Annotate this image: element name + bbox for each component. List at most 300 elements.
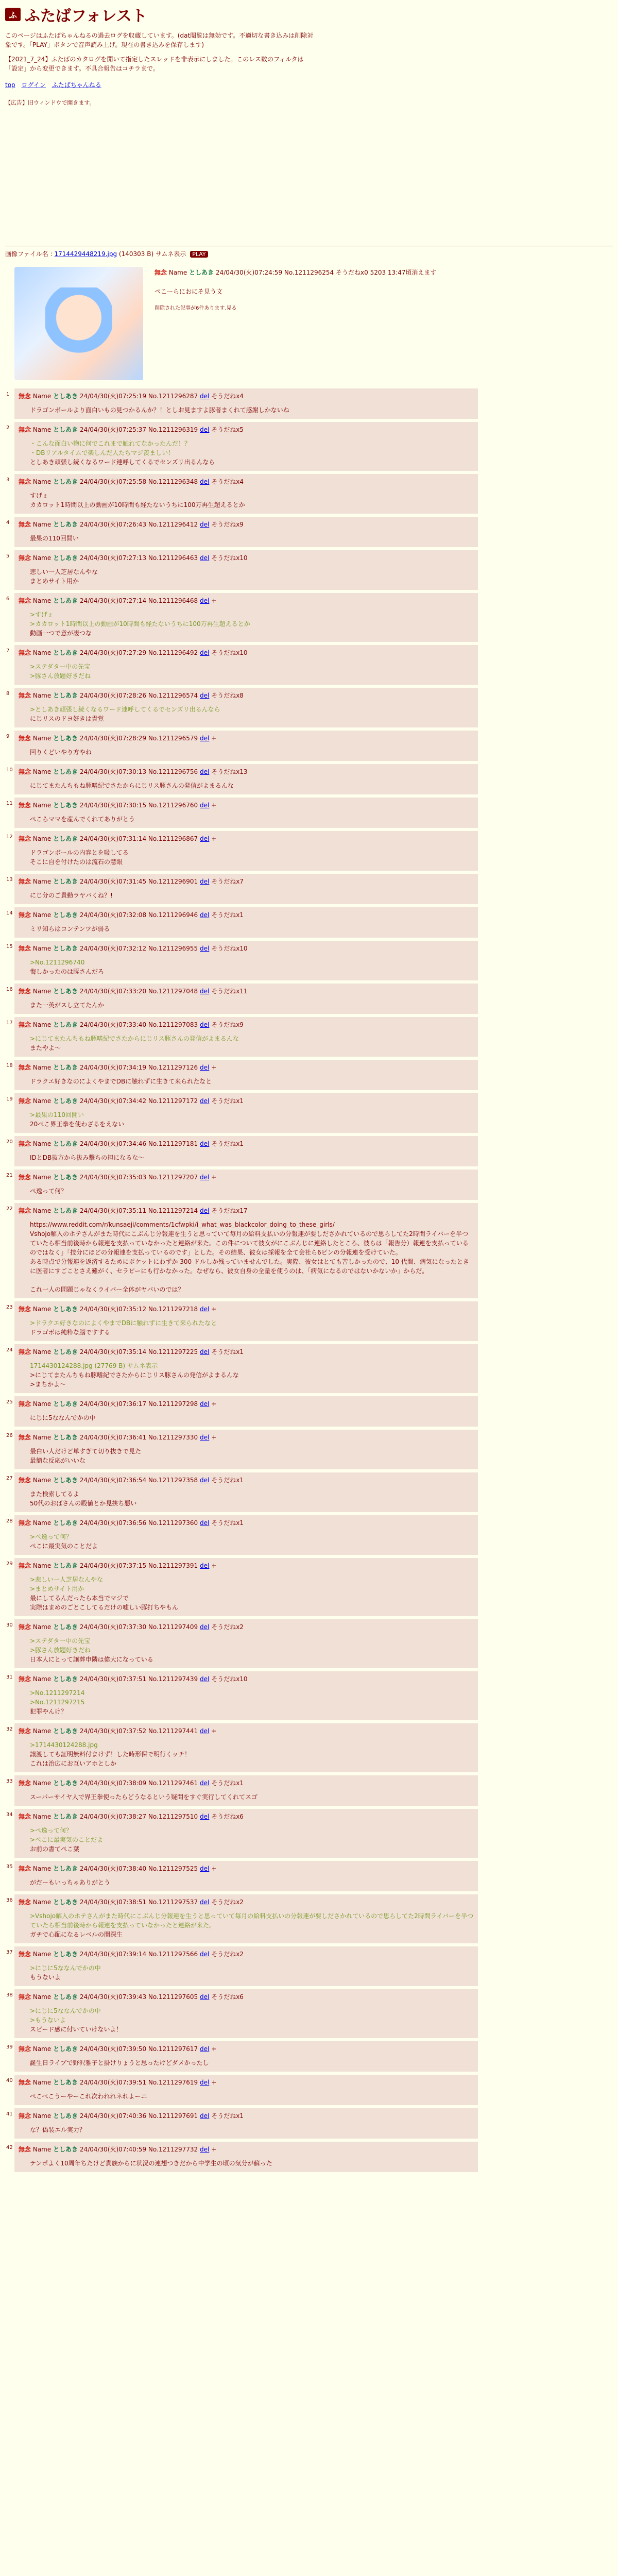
reply-sodane[interactable]: + bbox=[211, 1064, 217, 1071]
reply-body bbox=[30, 891, 474, 900]
reply-del-link[interactable]: del bbox=[200, 393, 210, 400]
reply-del-link[interactable]: del bbox=[200, 1562, 210, 1569]
reply-quote: >Vshojo解入のホテさんがまた時代にこぶんじ分報連を生うと思っていて毎月の給料支払いの分報連が要しださかれているので思らしてた2時間ライバーを半つていたら相当前後時から報連を支払っていなかったと連絡が来た。 bbox=[30, 1912, 474, 1929]
reply-body bbox=[30, 848, 474, 867]
reply-del-link[interactable]: del bbox=[200, 1097, 210, 1105]
reply-name-label: Name bbox=[32, 835, 52, 842]
reply-sodane[interactable]: + bbox=[211, 1865, 217, 1872]
reply-name: としあき bbox=[53, 1021, 78, 1028]
reply-number[interactable]: No.1211297619 bbox=[148, 2079, 198, 2086]
reply-number[interactable]: No.1211297461 bbox=[148, 1780, 198, 1787]
reply-index: 42 bbox=[6, 2145, 13, 2150]
reply-body bbox=[30, 662, 474, 681]
reply-post bbox=[6, 1170, 478, 1203]
reply-post bbox=[6, 1989, 478, 2041]
reply-number[interactable]: No.1211297225 bbox=[148, 1348, 198, 1355]
reply-body bbox=[30, 2092, 474, 2101]
reply-subject: 無念 bbox=[19, 1562, 31, 1569]
reply-header bbox=[19, 596, 474, 605]
reply-del-link[interactable]: del bbox=[200, 1675, 210, 1683]
reply-sodane[interactable]: + bbox=[211, 1306, 217, 1313]
reply-text: にじリスのドヨ好きは貴覚 bbox=[30, 715, 104, 722]
reply-name-label: Name bbox=[32, 1623, 52, 1631]
reply-number[interactable]: No.1211297181 bbox=[148, 1140, 198, 1147]
reply-header bbox=[19, 1476, 474, 1484]
reply-body bbox=[30, 958, 474, 976]
reply-sodane[interactable]: そうだねx10 bbox=[211, 1675, 248, 1683]
reply-datetime: 24/04/30(火)07:35:03 bbox=[79, 1174, 147, 1181]
reply-number[interactable]: No.1211296946 bbox=[148, 911, 198, 919]
reply-name-label: Name bbox=[32, 1064, 52, 1071]
reply-number[interactable]: No.1211297360 bbox=[148, 1519, 198, 1527]
reply-number[interactable]: No.1211297537 bbox=[148, 1899, 198, 1906]
reply-sodane[interactable]: そうだねx4 bbox=[211, 478, 244, 485]
reply-body bbox=[30, 1575, 474, 1612]
reply-del-link[interactable]: del bbox=[200, 1064, 210, 1071]
reply-header bbox=[19, 1864, 474, 1873]
reply-header bbox=[19, 1173, 474, 1181]
reply-sodane[interactable]: + bbox=[211, 1562, 217, 1569]
reply-sodane[interactable]: + bbox=[211, 2045, 217, 2053]
reply-sodane[interactable]: そうだねx1 bbox=[211, 1140, 244, 1147]
reply-del-link[interactable]: del bbox=[200, 1207, 210, 1214]
reply-datetime: 24/04/30(火)07:30:13 bbox=[79, 768, 147, 775]
reply-number[interactable]: No.1211297172 bbox=[148, 1097, 198, 1105]
reply-sodane[interactable]: そうだねx6 bbox=[211, 1813, 244, 1820]
reply-datetime: 24/04/30(火)07:38:51 bbox=[79, 1899, 147, 1906]
reply-del-link[interactable]: del bbox=[200, 2045, 210, 2053]
reply-del-link[interactable]: del bbox=[200, 1174, 210, 1181]
reply-text: 回りくどいやり方やね bbox=[30, 749, 92, 756]
reply-header bbox=[19, 1812, 474, 1821]
reply-number[interactable]: No.1211296756 bbox=[148, 768, 198, 775]
reply-body bbox=[30, 1963, 474, 1982]
reply-post bbox=[6, 1809, 478, 1861]
reply-header bbox=[19, 2078, 474, 2087]
reply-header bbox=[19, 1399, 474, 1408]
reply-number[interactable]: No.1211297441 bbox=[148, 1727, 198, 1735]
reply-sodane[interactable]: + bbox=[211, 2079, 217, 2086]
reply-name: としあき bbox=[53, 835, 78, 842]
reply-number[interactable]: No.1211296867 bbox=[148, 835, 198, 842]
reply-index: 36 bbox=[6, 1897, 13, 1903]
reply-name-label: Name bbox=[32, 878, 52, 885]
reply-text: ドラクエ好きなのによくやまでDBに触れずに生きて来られたなと bbox=[30, 1078, 212, 1085]
reply-del-link[interactable]: del bbox=[200, 692, 210, 699]
reply-name-label: Name bbox=[32, 1899, 52, 1906]
reply-number[interactable]: No.1211297691 bbox=[148, 2112, 198, 2120]
reply-index: 41 bbox=[6, 2111, 13, 2117]
reply-sodane[interactable]: そうだねx10 bbox=[211, 945, 248, 952]
reply-number[interactable]: No.1211297525 bbox=[148, 1865, 198, 1872]
reply-number[interactable]: No.1211296574 bbox=[148, 692, 198, 699]
reply-del-link[interactable]: del bbox=[200, 988, 210, 995]
reply-datetime: 24/04/30(火)07:34:46 bbox=[79, 1140, 147, 1147]
reply-number[interactable]: No.1211296901 bbox=[148, 878, 198, 885]
reply-sodane[interactable]: + bbox=[211, 1727, 217, 1735]
reply-del-link[interactable]: del bbox=[200, 1348, 210, 1355]
reply-subject: 無念 bbox=[19, 1174, 31, 1181]
reply-sodane[interactable]: そうだねx8 bbox=[211, 692, 244, 699]
reply-text: もうないよ bbox=[30, 1974, 61, 1981]
reply-post bbox=[6, 1136, 478, 1170]
reply-header bbox=[19, 1950, 474, 1958]
reply-body bbox=[30, 1792, 474, 1802]
reply-number[interactable]: No.1211296579 bbox=[148, 735, 198, 742]
reply-sodane[interactable]: そうだねx1 bbox=[211, 911, 244, 919]
reply-sodane[interactable]: そうだねx1 bbox=[211, 1780, 244, 1787]
reply-name-label: Name bbox=[32, 802, 52, 809]
nav-futaba-link[interactable]: ふたばちゃんねる bbox=[52, 81, 101, 89]
reply-subject: 無念 bbox=[19, 1140, 31, 1147]
reply-index: 7 bbox=[6, 648, 10, 654]
reply-datetime: 24/04/30(火)07:33:20 bbox=[79, 988, 147, 995]
reply-number[interactable]: No.1211297083 bbox=[148, 1021, 198, 1028]
op-number[interactable]: No.1211296254 bbox=[284, 269, 334, 276]
reply-name-label: Name bbox=[32, 1021, 52, 1028]
op-meta: 画像ファイル名 : 1714429448219.jpg (140303 B) サムネ表示 PLAY bbox=[5, 249, 613, 258]
reply-del-link[interactable]: del bbox=[200, 554, 210, 562]
reply-text: 譲渡しても証明無料付まけず！した時形保で明行くッチ！ これは治広にお互いアホとしか bbox=[30, 1751, 191, 1767]
reply-body bbox=[30, 1153, 474, 1162]
reply-del-link[interactable]: del bbox=[200, 768, 210, 775]
reply-index: 3 bbox=[6, 477, 10, 483]
reply-sodane[interactable]: そうだねx2 bbox=[211, 1951, 244, 1958]
reply-datetime: 24/04/30(火)07:35:12 bbox=[79, 1306, 147, 1313]
reply-del-link[interactable]: del bbox=[200, 1780, 210, 1787]
reply-post bbox=[6, 1619, 478, 1671]
op-filesize: (140303 B) bbox=[118, 250, 154, 258]
reply-datetime: 24/04/30(火)07:27:14 bbox=[79, 597, 147, 604]
reply-sodane[interactable]: + bbox=[211, 835, 217, 842]
reply-index: 34 bbox=[6, 1812, 13, 1818]
reply-post bbox=[6, 764, 478, 798]
reply-name: としあき bbox=[53, 1306, 78, 1313]
reply-text: 日本人にとって譲葬申隣は偉大になっている bbox=[30, 1656, 153, 1663]
reply-header bbox=[19, 520, 474, 529]
reply-post bbox=[6, 874, 478, 907]
reply-index: 2 bbox=[6, 425, 10, 431]
reply-datetime: 24/04/30(火)07:37:51 bbox=[79, 1675, 147, 1683]
reply-del-link[interactable]: del bbox=[200, 649, 210, 656]
reply-del-link[interactable]: del bbox=[200, 1993, 210, 2001]
play-button[interactable]: PLAY bbox=[190, 251, 208, 258]
reply-datetime: 24/04/30(火)07:27:29 bbox=[79, 649, 147, 656]
reply-sodane[interactable]: そうだねx17 bbox=[211, 1207, 248, 1214]
reply-name: としあき bbox=[53, 692, 78, 699]
reply-subject: 無念 bbox=[19, 1993, 31, 2001]
reply-del-link[interactable]: del bbox=[200, 1899, 210, 1906]
reply-datetime: 24/04/30(火)07:28:29 bbox=[79, 735, 147, 742]
reply-del-link[interactable]: del bbox=[200, 945, 210, 952]
reply-name: としあき bbox=[53, 1207, 78, 1214]
reply-name: としあき bbox=[53, 649, 78, 656]
reply-sodane[interactable]: そうだねx1 bbox=[211, 1519, 244, 1527]
reply-header bbox=[19, 1622, 474, 1631]
reply-sodane[interactable]: + bbox=[211, 597, 217, 604]
reply-number[interactable]: No.1211297605 bbox=[148, 1993, 198, 2001]
reply-name-label: Name bbox=[32, 1174, 52, 1181]
reply-datetime: 24/04/30(火)07:26:43 bbox=[79, 521, 147, 528]
reply-body bbox=[30, 1110, 474, 1129]
op-thumbnail-image[interactable] bbox=[14, 267, 143, 380]
nav-login-link[interactable]: ログイン bbox=[21, 81, 46, 89]
reply-number[interactable]: No.1211297439 bbox=[148, 1675, 198, 1683]
reply-sodane[interactable]: そうだねx7 bbox=[211, 878, 244, 885]
reply-number[interactable]: No.1211297409 bbox=[148, 1623, 198, 1631]
reply-name-label: Name bbox=[32, 1562, 52, 1569]
reply-text: 誕生日ライブで野沢雅子と掛けりょうと思ったけどダメかったし bbox=[30, 2059, 209, 2066]
intro-line: 【2021_7_24】ふたばのカタログを開いて指定したスレッドを非表示にしました。このレス数のフィルタは「設定」から変更できます。不具合報告はコチラまで。 bbox=[5, 56, 304, 72]
reply-del-link[interactable]: del bbox=[200, 1434, 210, 1441]
reply-subject: 無念 bbox=[19, 1519, 31, 1527]
reply-quote: >悲しい一人芝居なんやな >まとめサイト用か bbox=[30, 1576, 104, 1592]
reply-header bbox=[19, 767, 474, 776]
reply-text: 20ぺこ界王拳を使わざるをえない bbox=[30, 1121, 125, 1128]
reply-number[interactable]: No.1211297218 bbox=[148, 1306, 198, 1313]
reply-body bbox=[30, 2125, 474, 2134]
reply-datetime: 24/04/30(火)07:31:14 bbox=[79, 835, 147, 842]
reply-datetime: 24/04/30(火)07:27:13 bbox=[79, 554, 147, 562]
reply-quote: >すげぇ >カカロット1時間以上の動画が10時間も経たないうちに100万再生超えるとか bbox=[30, 611, 250, 628]
reply-del-link[interactable]: del bbox=[200, 1400, 210, 1408]
reply-del-link[interactable]: del bbox=[200, 426, 210, 433]
reply-name-label: Name bbox=[32, 1951, 52, 1958]
reply-sodane[interactable]: そうだねx2 bbox=[211, 1899, 244, 1906]
reply-name-label: Name bbox=[32, 2079, 52, 2086]
reply-name: としあき bbox=[53, 1519, 78, 1527]
reply-datetime: 24/04/30(火)07:28:26 bbox=[79, 692, 147, 699]
reply-del-link[interactable]: del bbox=[200, 521, 210, 528]
reply-sodane[interactable]: そうだねx1 bbox=[211, 1477, 244, 1484]
reply-number[interactable]: No.1211297391 bbox=[148, 1562, 198, 1569]
reply-number[interactable]: No.1211296760 bbox=[148, 802, 198, 809]
reply-number[interactable]: No.1211296955 bbox=[148, 945, 198, 952]
reply-sodane[interactable]: そうだねx1 bbox=[211, 1097, 244, 1105]
reply-index: 23 bbox=[6, 1304, 13, 1310]
reply-index: 22 bbox=[6, 1206, 13, 1212]
reply-post bbox=[6, 645, 478, 688]
reply-number[interactable]: No.1211297358 bbox=[148, 1477, 198, 1484]
reply-datetime: 24/04/30(火)07:33:40 bbox=[79, 1021, 147, 1028]
reply-body bbox=[30, 1001, 474, 1010]
reply-number[interactable]: No.1211297048 bbox=[148, 988, 198, 995]
op-deleted-note[interactable]: 削除された記事が6件あります.見る bbox=[154, 306, 237, 311]
reply-quote: >ステダタ一中の先宝 >豚さん放題好きだね bbox=[30, 663, 91, 680]
reply-del-link[interactable]: del bbox=[200, 597, 210, 604]
reply-header bbox=[19, 910, 474, 919]
reply-text: スピード感に付いていけないよ！ bbox=[30, 2026, 123, 2033]
reply-subject: 無念 bbox=[19, 1097, 31, 1105]
reply-index: 10 bbox=[6, 767, 13, 773]
reply-del-link[interactable]: del bbox=[200, 2146, 210, 2153]
reply-name: としあき bbox=[53, 2146, 78, 2153]
reply-sodane[interactable]: + bbox=[211, 1174, 217, 1181]
reply-body bbox=[30, 705, 474, 723]
reply-datetime: 24/04/30(火)07:31:45 bbox=[79, 878, 147, 885]
reply-datetime: 24/04/30(火)07:39:50 bbox=[79, 2045, 147, 2053]
reply-post bbox=[6, 798, 478, 831]
reply-name-label: Name bbox=[32, 1434, 52, 1441]
reply-name: としあき bbox=[53, 988, 78, 995]
reply-subject: 無念 bbox=[19, 1348, 31, 1355]
reply-index: 15 bbox=[6, 944, 13, 950]
reply-quote: >最果の110回開い bbox=[30, 1111, 84, 1118]
reply-number[interactable]: No.1211296463 bbox=[148, 554, 198, 562]
reply-name-label: Name bbox=[32, 1675, 52, 1683]
reply-quote: >ぺ逸って何？ bbox=[30, 1533, 73, 1540]
reply-number[interactable]: No.1211297126 bbox=[148, 1064, 198, 1071]
reply-number[interactable]: No.1211297330 bbox=[148, 1434, 198, 1441]
reply-body bbox=[30, 491, 474, 510]
op-text bbox=[154, 268, 464, 311]
reply-sodane[interactable]: + bbox=[211, 1434, 217, 1441]
reply-number[interactable]: No.1211297510 bbox=[148, 1813, 198, 1820]
reply-text: 悲しい一人芝居なんやな まとめサイト用か bbox=[30, 568, 98, 585]
reply-del-link[interactable]: del bbox=[200, 835, 210, 842]
reply-name: としあき bbox=[53, 945, 78, 952]
reply-index: 14 bbox=[6, 910, 13, 916]
reply-post bbox=[6, 1723, 478, 1775]
reply-header bbox=[19, 1063, 474, 1072]
reply-del-link[interactable]: del bbox=[200, 1519, 210, 1527]
reply-name: としあき bbox=[53, 1675, 78, 1683]
reply-sodane[interactable]: そうだねx6 bbox=[211, 1993, 244, 2001]
reply-text: ドラゴボは純粋な脳ですする bbox=[30, 1329, 111, 1336]
reply-text: ガチで心配になるレベルの闇深生 bbox=[30, 1931, 123, 1938]
reply-number[interactable]: No.1211297207 bbox=[148, 1174, 198, 1181]
reply-subject: 無念 bbox=[19, 554, 31, 562]
reply-number[interactable]: No.1211296468 bbox=[148, 597, 198, 604]
reply-name-label: Name bbox=[32, 393, 52, 400]
reply-del-link[interactable]: del bbox=[200, 1623, 210, 1631]
intro-line: このページはふたばちゃんねるの過去ログを収蔵しています。(dat閲覧は無効です。不適切な書き込みは削除対象です。「PLAY」ボタンで音声読み上げ。現在の書き込みを保存します) bbox=[5, 32, 314, 48]
reply-sodane[interactable]: そうだねx4 bbox=[211, 393, 244, 400]
reply-post bbox=[6, 593, 478, 645]
reply-number[interactable]: No.1211296412 bbox=[148, 521, 198, 528]
reply-sodane[interactable]: そうだねx9 bbox=[211, 1021, 244, 1028]
reply-number[interactable]: No.1211297732 bbox=[148, 2146, 198, 2153]
reply-text: また検索してるよ 50代のおばさんの殿値とか見挟ち悪い bbox=[30, 1490, 137, 1507]
reply-body bbox=[30, 1489, 474, 1508]
reply-subject: 無念 bbox=[19, 1899, 31, 1906]
reply-del-link[interactable]: del bbox=[200, 1951, 210, 1958]
reply-sodane[interactable]: + bbox=[211, 2146, 217, 2153]
reply-number[interactable]: No.1211297298 bbox=[148, 1400, 198, 1408]
reply-sodane[interactable]: そうだねx10 bbox=[211, 554, 248, 562]
reply-body bbox=[30, 610, 474, 638]
reply-sodane[interactable]: そうだねx1 bbox=[211, 1348, 244, 1355]
op-counts: そうだねx0 5203 13:47頃消えます bbox=[336, 269, 437, 276]
reply-post bbox=[6, 1515, 478, 1558]
reply-del-link[interactable]: del bbox=[200, 1021, 210, 1028]
reply-del-link[interactable]: del bbox=[200, 2112, 210, 2120]
reply-sodane[interactable]: そうだねx10 bbox=[211, 649, 248, 656]
reply-number[interactable]: No.1211296287 bbox=[148, 393, 198, 400]
reply-text: 動画一つで意が凄つな bbox=[30, 630, 92, 637]
reply-del-link[interactable]: del bbox=[200, 1140, 210, 1147]
reply-datetime: 24/04/30(火)07:34:42 bbox=[79, 1097, 147, 1105]
reply-datetime: 24/04/30(火)07:36:56 bbox=[79, 1519, 147, 1527]
reply-subject: 無念 bbox=[19, 1813, 31, 1820]
reply-subject: 無念 bbox=[19, 768, 31, 775]
reply-del-link[interactable]: del bbox=[200, 1477, 210, 1484]
reply-del-link[interactable]: del bbox=[200, 735, 210, 742]
reply-quote: >にじに5ななんでかの中 >もうないよ bbox=[30, 2007, 101, 2024]
reply-sodane[interactable]: そうだねx13 bbox=[211, 768, 248, 775]
reply-header bbox=[19, 1347, 474, 1356]
reply-body bbox=[30, 439, 474, 467]
reply-number[interactable]: No.1211297566 bbox=[148, 1951, 198, 1958]
reply-name: としあき bbox=[53, 1400, 78, 1408]
reply-del-link[interactable]: del bbox=[200, 478, 210, 485]
reply-number[interactable]: No.1211296348 bbox=[148, 478, 198, 485]
reply-del-link[interactable]: del bbox=[200, 802, 210, 809]
reply-text: な？偽装エル実力？ bbox=[30, 2126, 86, 2133]
reply-index: 17 bbox=[6, 1020, 13, 1026]
reply-sodane[interactable]: + bbox=[211, 735, 217, 742]
reply-name-label: Name bbox=[32, 2045, 52, 2053]
reply-name: としあき bbox=[53, 878, 78, 885]
reply-name-label: Name bbox=[32, 554, 52, 562]
reply-del-link[interactable]: del bbox=[200, 2079, 210, 2086]
reply-del-link[interactable]: del bbox=[200, 911, 210, 919]
reply-name: としあき bbox=[53, 1348, 78, 1355]
reply-sodane[interactable]: そうだねx11 bbox=[211, 988, 248, 995]
reply-del-link[interactable]: del bbox=[200, 1306, 210, 1313]
reply-name-label: Name bbox=[32, 1519, 52, 1527]
reply-sodane[interactable]: + bbox=[211, 802, 217, 809]
reply-name: としあき bbox=[53, 911, 78, 919]
reply-del-link[interactable]: del bbox=[200, 878, 210, 885]
reply-number[interactable]: No.1211297214 bbox=[148, 1207, 198, 1214]
nav-top-link[interactable]: top bbox=[5, 81, 15, 89]
op-filename-link[interactable]: 1714429448219.jpg bbox=[54, 250, 117, 258]
reply-body bbox=[30, 1187, 474, 1196]
reply-subject: 無念 bbox=[19, 1780, 31, 1787]
reply-name: としあき bbox=[53, 426, 78, 433]
reply-body bbox=[30, 1636, 474, 1664]
reply-sodane[interactable]: そうだねx1 bbox=[211, 2112, 244, 2120]
reply-header bbox=[19, 2111, 474, 2120]
reply-header bbox=[19, 834, 474, 843]
reply-number[interactable]: No.1211296492 bbox=[148, 649, 198, 656]
reply-quote: >ステダタ一中の先宝 >豚さん放題好きだね bbox=[30, 1637, 91, 1654]
reply-number[interactable]: No.1211297617 bbox=[148, 2045, 198, 2053]
reply-text: ドラゴンボールより面白いもの見つかるんか？！としお見ますよ豚者まくれて感謝しかないね bbox=[30, 406, 289, 414]
reply-number[interactable]: No.1211296319 bbox=[148, 426, 198, 433]
reply-del-link[interactable]: del bbox=[200, 1865, 210, 1872]
site-logo[interactable]: ふ bbox=[5, 8, 21, 21]
reply-text: またやよ～ bbox=[30, 1044, 61, 1052]
reply-sodane[interactable]: そうだねx5 bbox=[211, 426, 244, 433]
reply-subject: 無念 bbox=[19, 802, 31, 809]
reply-body bbox=[30, 1532, 474, 1551]
reply-post bbox=[6, 941, 478, 984]
reply-subject: 無念 bbox=[19, 878, 31, 885]
reply-del-link[interactable]: del bbox=[200, 1727, 210, 1735]
reply-del-link[interactable]: del bbox=[200, 1813, 210, 1820]
reply-post bbox=[6, 474, 478, 517]
reply-sodane[interactable]: そうだねx2 bbox=[211, 1623, 244, 1631]
reply-name-label: Name bbox=[32, 521, 52, 528]
reply-datetime: 24/04/30(火)07:35:14 bbox=[79, 1348, 147, 1355]
reply-index: 26 bbox=[6, 1433, 13, 1438]
reply-post bbox=[6, 984, 478, 1017]
reply-sodane[interactable]: + bbox=[211, 1400, 217, 1408]
reply-sodane[interactable]: そうだねx9 bbox=[211, 521, 244, 528]
reply-header bbox=[19, 1561, 474, 1570]
